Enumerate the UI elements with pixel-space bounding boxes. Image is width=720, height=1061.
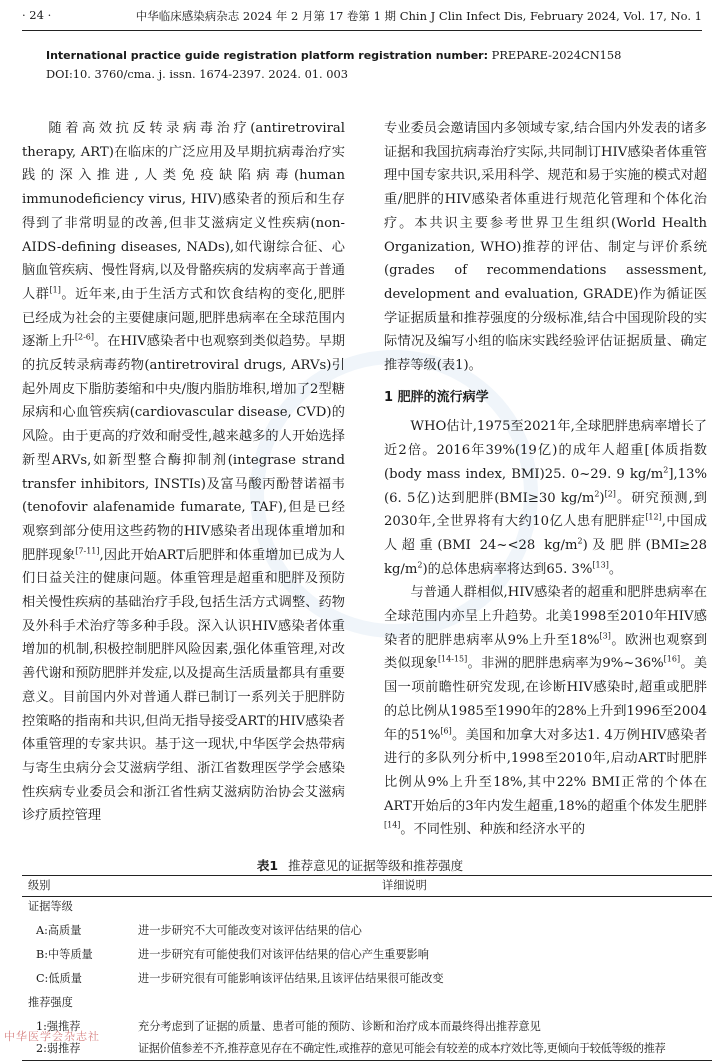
table-caption bbox=[0, 856, 720, 874]
epidemiology-paragraph-1: WHO估计,1975至2021年,全球肥胖患病率增长了近2倍。2016年39%(19亿)的成年人超重[体质指数(body mass index, BMI)25. 0~29. 9 $kg/m^2],13\%(6$. 5亿)达到肥胖(BMI≥30 $kg/m^2)[2]$。研究预测,到2030年,全世界将有大约10亿人患有肥胖症[12],中国成人超重(BMI 24~<28 $kg/m^2$)及肥胖(BMI≥28 $kg/m^2$)的总体患病率将达到65. 3%[13]。 bbox=[384, 419, 707, 577]
publisher-watermark: 中华医学会杂志社 bbox=[4, 1030, 100, 1043]
intro-continuation: 专业委员会邀请国内多领域专家,结合国内外发表的诸多证据和我国抗病毒治疗实际,共同制订HIV感染者体重管理中国专家共识,采用科学、规范和易于实施的模式对超重/肥胖的HIV感染者体重进行规范化管理和个体化治疗。本共识主要参考世界卫生组织(World Health Organization, WHO)推荐的评估、制定与评价系统(grades of recommendations assessment, development and evaluation, GRADE)作为循证医学证据质量和推荐强度的分级标准,结合中国现阶段的实际情况及编写小组的临床实践经验评估证据质量、确定推荐等级(表1)。 bbox=[384, 121, 707, 374]
running-header bbox=[22, 8, 702, 32]
left-column bbox=[22, 117, 345, 828]
registration-label: International practice guide registration platform registration number bbox=[46, 49, 484, 62]
table-header-row bbox=[22, 876, 712, 896]
table-row: A:高质量 进一步研究不大可能改变对该评估结果的信心 bbox=[36, 924, 362, 937]
header-level: 级别 bbox=[28, 879, 51, 892]
table-title: 推荐意见的证据等级和推荐强度 bbox=[288, 858, 464, 873]
table-number: 表1 bbox=[256, 858, 279, 873]
page-number: · 24 · bbox=[22, 8, 52, 22]
table-row: 证据等级 bbox=[28, 900, 73, 913]
right-column bbox=[384, 117, 707, 842]
header-description: 详细说明 bbox=[382, 879, 427, 892]
header-rule bbox=[22, 30, 702, 31]
section-heading: 1 肥胖的流行病学 bbox=[384, 389, 489, 405]
table-row: C:低质量 进一步研究很有可能影响该评估结果,且该评估结果很可能改变 bbox=[36, 972, 444, 985]
registration-number: PREPARE-2024CN158 bbox=[491, 48, 622, 62]
doi: DOI:10. 3760/cma. j. issn. 1674-2397. 2024. 01. 003 bbox=[46, 67, 349, 81]
table-row: 推荐强度 bbox=[28, 996, 73, 1009]
registration-block: International practice guide registration platform registration number: PREPARE-2024CN158 DOI:10. 3760/cma. j. issn. 1674-2397. 2024. 01. 003 bbox=[46, 46, 690, 84]
intro-paragraph: 随着高效抗反转录病毒治疗(antiretroviral therapy, ART)在临床的广泛应用及早期抗病毒治疗实践的深入推进,人类免疫缺陷病毒(human immunodeficiency virus, HIV)感染者的预后和生存得到了非常明显的改善,但非艾滋病定义性疾病(non-AIDS-defining diseases, NADs),如代谢综合征、心脑血管疾病、慢性肾病,以及骨骼疾病的发病率高于普通人群[1]。近年来,由于生活方式和饮食结构的变化,肥胖已经成为社会的主要健康问题,肥胖患病率在全球范围内逐渐上升[2-6]。在HIV感染者中也观察到类似趋势。早期的抗反转录病毒药物(antiretroviral drugs, ARVs)引起外周皮下脂肪萎缩和中央/腹内脂肪堆积,增加了2型糖尿病和心血管疾病(cardiovascular disease, CVD)的风险。由于更高的疗效和耐受性,越来越多的人开始选择新型ARVs,如新型整合酶抑制剂(integrase strand transfer inhibitors, INSTIs)及富马酸丙酚替诺福韦(tenofovir alafenamide fumarate, TAF),但是已经观察到部分使用这些药物的HIV感染者出现体重增加和肥胖现象[7-11],因此开始ART后肥胖和体重增加已成为人们日益关注的健康问题。体重管理是超重和肥胖及预防相关慢性疾病的基础治疗手段,包括生活方式调整、药物及外科手术治疗等多种手段。深入认识HIV感染者体重增加的机制,积极控制肥胖风险因素,强化体重管理,对改善代谢和预防肥胖并发症,以及提高生活质量都具有重要意义。目前国内外对普通人群已制订一系列关于肥胖防控策略的指南和共识,但尚无指导接受ART的HIV感染者体重管理的专家共识。基于这一现状,中华医学会热带病与寄生虫病分会艾滋病学组、浙江省数理医学学会感染性疾病专业委员会和浙江省性病艾滋病防治协会艾滋病诊疗质控管理 bbox=[22, 121, 346, 824]
table-row: 1:强推荐 充分考虑到了证据的质量、患者可能的预防、诊断和治疗成本而最终得出推荐意见 bbox=[36, 1020, 541, 1033]
table-row: 2:弱推荐 证据价值参差不齐,推荐意见存在不确定性,或推荐的意见可能会有较差的成本疗效比等,更倾向于较低等级的推荐 bbox=[36, 1042, 666, 1055]
epidemiology-paragraph-2: 与普通人群相似,HIV感染者的超重和肥胖患病率在全球范围内亦呈上升趋势。北美1998至2010年HIV感染者的肥胖患病率从9%上升至18%[3]。欧洲也观察到类似现象[14-15]。非洲的肥胖患病率为9%~36%[16]。美国一项前瞻性研究发现,在诊断HIV感染时,超重或肥胖的总比例从1985至1990年的28%上升到1996至2004年的51%[6]。美国和加拿大对多达1. 4万例HIV感染者进行的多队列分析中,1998至2010年,启动ART时肥胖比例从9%上升至18%,其中22% BMI正常的个体在ART开始后的3年内发生超重,18%的超重个体发生肥胖[14]。不同性别、种族和经济水平的 bbox=[384, 585, 708, 838]
table-row: B:中等质量 进一步研究有可能使我们对该评估结果的信心产生重要影响 bbox=[36, 948, 429, 961]
journal-citation: 中华临床感染病杂志 2024 年 2 月第 17 卷第 1 期 Chin J Clin Infect Dis, February 2024, Vol. 17, No. 1 bbox=[135, 9, 702, 23]
